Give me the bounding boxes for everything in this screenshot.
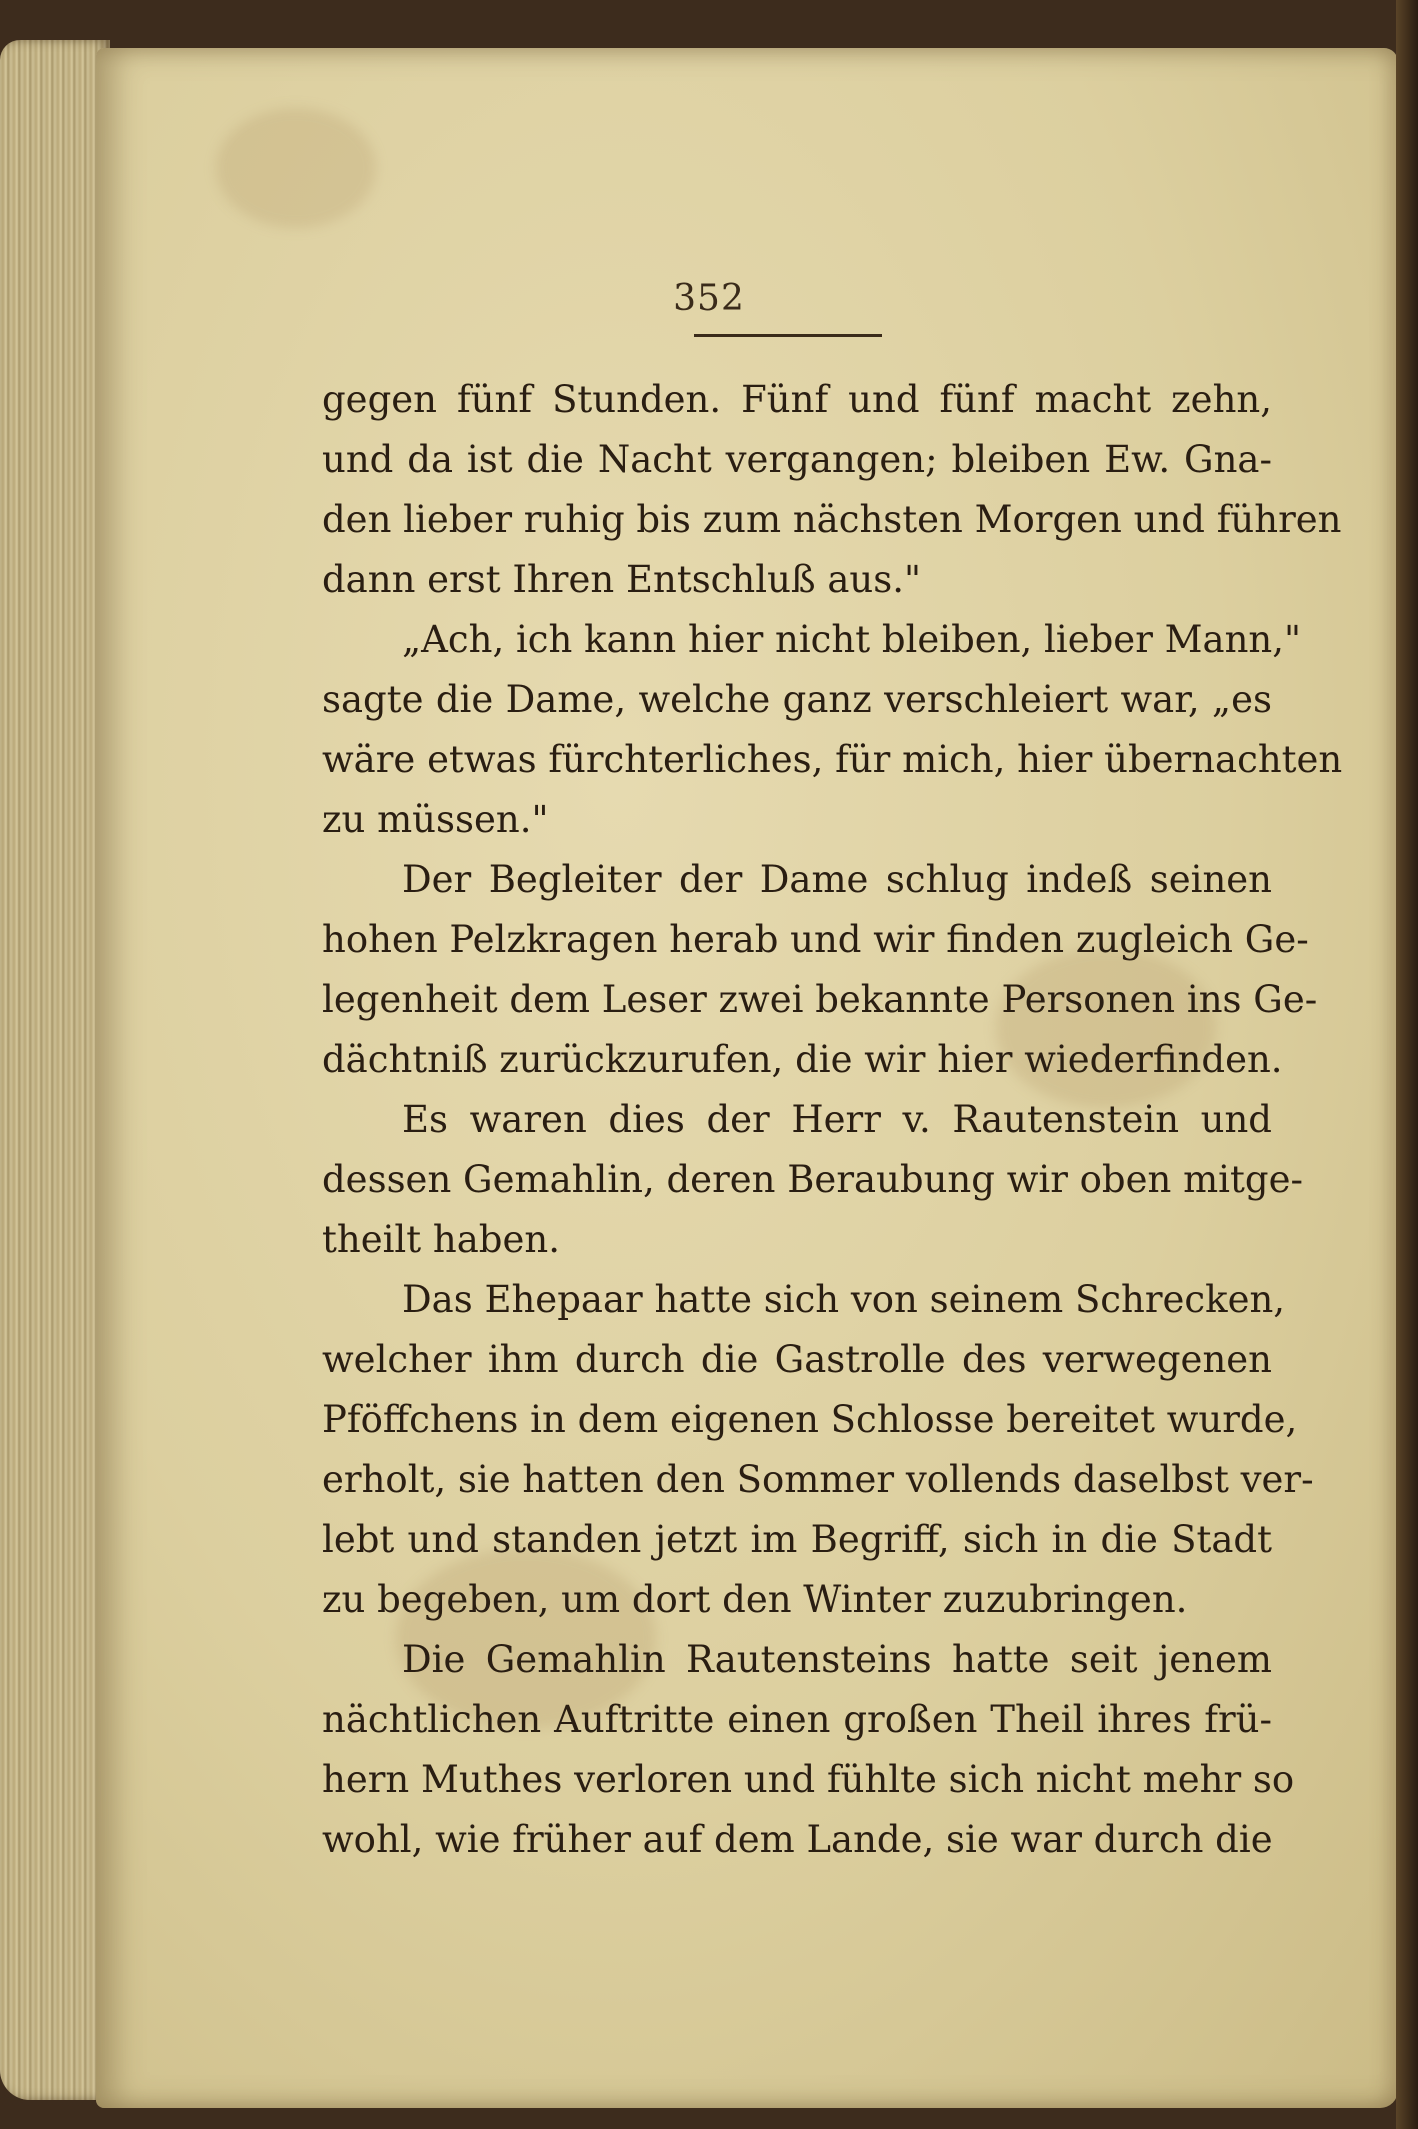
- page-number: 352: [673, 278, 745, 319]
- text-line: zu begeben, um dort den Winter zuzubringen.: [322, 1578, 1188, 1621]
- text-line: dächtniß zurückzurufen, die wir hier wiederfinden.: [322, 1038, 1283, 1081]
- text-line: theilt haben.: [322, 1218, 560, 1261]
- book-binding-edge: [1396, 0, 1418, 2129]
- body-text: [322, 370, 1343, 1870]
- text-line: lebt und standen jetzt im Begriff, sich in die Stadt: [322, 1518, 1272, 1561]
- text-line: erholt, sie hatten den Sommer vollends daselbst ver-: [322, 1458, 1314, 1501]
- text-line: nächtlichen Auftritte einen großen Theil ihres frü-: [322, 1698, 1272, 1741]
- text-line: hern Muthes verloren und fühlte sich nicht mehr so: [322, 1758, 1295, 1801]
- text-line: sagte die Dame, welche ganz verschleiert war, „es: [322, 678, 1272, 721]
- paper-stain: [216, 108, 376, 228]
- text-line: zu müssen.": [322, 798, 549, 841]
- text-line: welcher ihm durch die Gastrolle des verwegenen: [322, 1338, 1272, 1381]
- text-line: hohen Pelzkragen herab und wir finden zugleich Ge-: [322, 918, 1309, 961]
- text-line: Pföffchens in dem eigenen Schlosse bereitet wurde,: [322, 1398, 1298, 1441]
- text-line: und da ist die Nacht vergangen; bleiben Ew. Gna-: [322, 438, 1272, 481]
- text-line: gegen fünf Stunden. Fünf und fünf macht zehn,: [322, 378, 1272, 421]
- text-line: legenheit dem Leser zwei bekannte Personen ins Ge-: [322, 978, 1318, 1021]
- text-line: dessen Gemahlin, deren Beraubung wir oben mitge-: [322, 1158, 1303, 1201]
- text-line: Die Gemahlin Rautensteins hatte seit jenem: [402, 1638, 1272, 1681]
- page-edges: [0, 40, 110, 2100]
- text-line: Es waren dies der Herr v. Rautenstein und: [402, 1098, 1272, 1141]
- text-line: Der Begleiter der Dame schlug indeß seinen: [402, 858, 1272, 901]
- text-line: Das Ehepaar hatte sich von seinem Schrecken,: [402, 1278, 1286, 1321]
- page-number-rule: [694, 334, 882, 337]
- text-line: „Ach, ich kann hier nicht bleiben, lieber Mann,": [402, 618, 1302, 661]
- text-line: den lieber ruhig bis zum nächsten Morgen und führen: [322, 498, 1342, 541]
- text-line: wäre etwas fürchterliches, für mich, hier übernachten: [322, 738, 1343, 781]
- text-line: dann erst Ihren Entschluß aus.": [322, 558, 922, 601]
- text-line: wohl, wie früher auf dem Lande, sie war durch die: [322, 1818, 1273, 1861]
